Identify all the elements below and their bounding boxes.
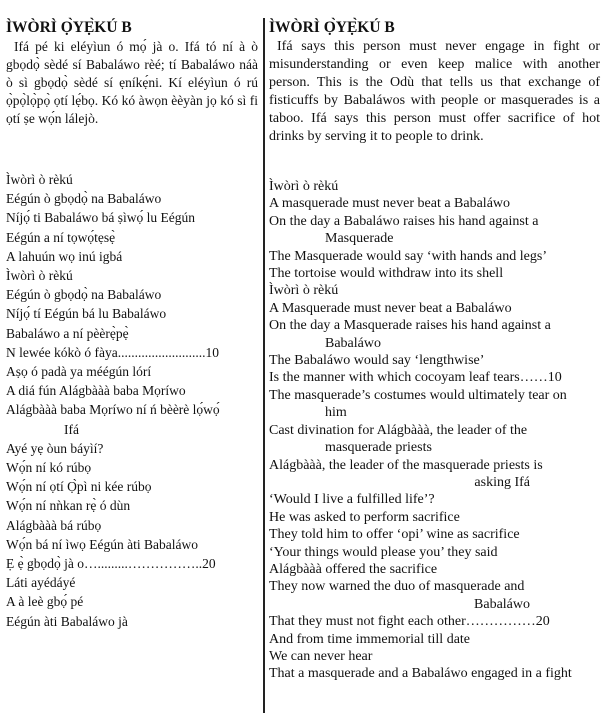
- verse-line: him: [325, 405, 347, 421]
- verse-line: A masquerade must never beat a Babaláwo: [269, 196, 511, 212]
- verse-line: Wọ́n ní ọtí Ọ̀pì ni kée rúbọ: [6, 479, 152, 495]
- yoruba-title: ÌWÒRÌ Ọ̀YẸ̀KÚ B: [6, 19, 132, 36]
- verse-line: Wọ́n bá ní ìwọ Eégún àti Babaláwo: [6, 536, 198, 552]
- verse-line: Ìwòrì ò rèkú: [269, 179, 339, 194]
- verse-line: On the day a Babaláwo raises his hand against a: [269, 213, 539, 229]
- verse-line: Masquerade: [325, 231, 394, 247]
- yoruba-column: [6, 18, 258, 629]
- verse-line: masquerade priests: [325, 440, 432, 456]
- verse-line: And from time immemorial till date: [269, 631, 471, 647]
- verse-line: On the day a Masquerade raises his hand against a: [269, 318, 551, 334]
- verse-line: N lewée kókò ó fàya..........................10: [6, 344, 219, 360]
- verse-line: Is the manner with which cocoyam leaf tears……10: [269, 370, 562, 386]
- verse-line: Níjọ́ tí Eégún bá lu Babaláwo: [6, 306, 167, 322]
- verse-line: Alágbààà bá rúbọ: [6, 517, 102, 533]
- verse-line: We can never hear: [269, 648, 373, 664]
- verse-line: A diá fún Alágbààà baba Mọríwo: [6, 383, 186, 399]
- verse-line: Eégún àti Babaláwo jà: [6, 613, 128, 629]
- verse-line: A lahuún wọ inú igbá: [6, 248, 123, 264]
- verse-line: asking Ifá: [474, 474, 530, 490]
- verse-line: Cast divination for Alágbààà, the leader of the: [269, 422, 528, 438]
- yoruba-verse: [6, 170, 258, 631]
- verse-line: Níjọ́ ti Babaláwo bá ṣìwọ́ lu Eégún: [6, 210, 195, 226]
- english-verse: [269, 178, 600, 683]
- verse-line: A à leè gbọ́ pé: [6, 594, 84, 610]
- verse-line: The tortoise would withdraw into its shell: [269, 266, 504, 282]
- verse-line: They now warned the duo of masquerade and: [269, 579, 525, 595]
- verse-line: The Masquerade would say ‘with hands and legs’: [269, 248, 547, 264]
- verse-line: ‘Would I live a fulfilled life’?: [269, 492, 435, 508]
- verse-line: Wọ́n ní nǹkan rẹ̀ ó dùn: [6, 498, 131, 514]
- english-column: [269, 18, 600, 682]
- verse-line: A Masquerade must never beat a Babaláwo: [269, 300, 512, 316]
- verse-line: Ìwòrì ò rèkú: [6, 268, 73, 284]
- verse-line: Eégún ò gbọdọ̀ na Babaláwo: [6, 287, 162, 303]
- verse-line: Aṣọ ó padà ya méégún lórí: [6, 364, 152, 380]
- verse-line: That a masquerade and a Babaláwo engaged in a fight: [269, 666, 572, 682]
- verse-line: Eégún a ní tọwọ́tẹsẹ̀: [6, 229, 116, 245]
- verse-line: Ifá: [64, 421, 79, 437]
- verse-line: That they must not fight each other……………20: [269, 614, 550, 630]
- verse-line: Babaláwo a ní pèèrẹ̀pẹ̀: [6, 325, 129, 341]
- verse-line: Wọ́n ní kó rúbọ: [6, 460, 92, 476]
- verse-line: Babaláwo: [325, 335, 381, 351]
- column-divider: [263, 18, 265, 713]
- verse-line: ‘Your things would please you’ they said: [269, 544, 498, 560]
- verse-line: He was asked to perform sacrifice: [269, 509, 460, 525]
- verse-line: Ìwòrì ò rèkú: [6, 172, 73, 187]
- verse-line: Eégún ò gbọdọ̀ na Babaláwo: [6, 191, 162, 207]
- verse-line: Alágbààà baba Mọríwo ní ń bèèrè lọ́wọ́: [6, 402, 220, 418]
- verse-line: They told him to offer ‘opi’ wine as sacrifice: [269, 527, 520, 543]
- english-paragraph: Ifá says this person must never engage in fight or misunderstanding or even keep malice with another person. This is the Odù that tells us that exchange of fisticuffs by Babaláwos with people or masquerades is a taboo. Ifá says this person must offer sacrifice of hot drinks by serving it to people to drink.: [269, 39, 600, 144]
- verse-line: Ayé yẹ òun báyìí?: [6, 440, 104, 456]
- verse-line: Babaláwo: [474, 596, 530, 612]
- verse-line: The masquerade’s costumes would ultimately tear on: [269, 387, 567, 403]
- yoruba-paragraph: Ifá pé ki eléyìun ó mọ́ jà o. Ifá tó ní à ò gbọdọ̀ sèdé sí Babaláwo rèé; tí Babaláwo náà ò sì gbọdọ̀ sèdé sí ẹníkẹ́ni. Kí eléyìun ó rú ọ̀pọ̀lọ̀pọ̀ ọtí lẹ́bọ. Kó kó àwọn èèyàn jọ kó sì fi ọtí ṣe wọ́n lálejò.: [6, 39, 258, 126]
- verse-line: The Babaláwo would say ‘lengthwise’: [269, 353, 485, 369]
- english-title: ÌWÒRÌ Ọ̀YẸ̀KÚ B: [269, 19, 395, 36]
- verse-line: Ẹ ẹ̀ gbọdọ̀ jà o….........……………..20: [6, 556, 216, 572]
- verse-line: Alágbààà offered the sacrifice: [269, 561, 438, 577]
- verse-line: Alágbààà, the leader of the masquerade priests is: [269, 457, 543, 473]
- verse-line: Láti ayédáyé: [6, 575, 76, 591]
- verse-line: Ìwòrì ò rèkú: [269, 283, 339, 299]
